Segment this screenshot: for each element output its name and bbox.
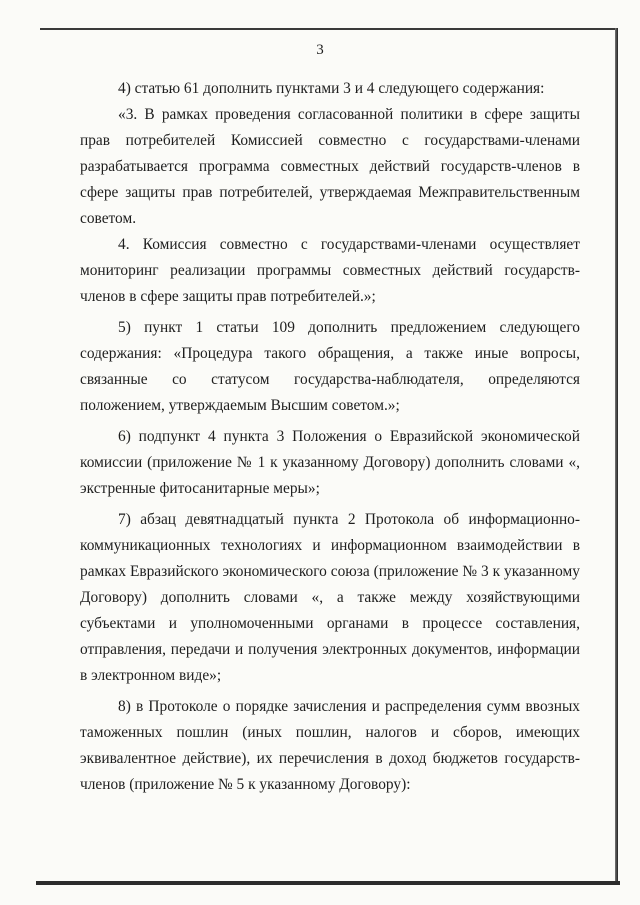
- paragraph-article-61: 4) статью 61 дополнить пунктами 3 и 4 следующего содержания:: [118, 80, 545, 97]
- document-body: [80, 76, 580, 798]
- paragraph-article-109: 5) пункт 1 статьи 109 дополнить предложением следующего содержания: «Процедура такого обращения, а также иные вопросы, связанные со статусом государства-наблюдателя, определяются положением, утверждаемым Высшим советом.»;: [80, 319, 580, 414]
- scan-top-edge: [40, 28, 616, 30]
- paragraph-point-3: «3. В рамках проведения согласованной политики в сфере защиты прав потребителей Комиссией совместно с государствами-членами разрабатывается программа совместных действий государств-членов в сфере защиты прав потребителей, утверждаемая Межправительственным советом.: [80, 106, 580, 227]
- paragraph-point-4: 4. Комиссия совместно с государствами-членами осуществляет мониторинг реализации программы совместных действий государств-членов в сфере защиты прав потребителей.»;: [80, 236, 580, 305]
- scan-bottom-edge: [36, 881, 620, 885]
- page-number: 3: [316, 42, 324, 58]
- scan-right-edge: [615, 28, 618, 885]
- paragraph-ict-protocol: 7) абзац девятнадцатый пункта 2 Протокола об информационно-коммуникационных технологиях и информационном взаимодействии в рамках Евразийского экономического союза (приложение № 3 к указанному Договору) дополнить словами «, а также между хозяйствующими субъектами и уполномоченными органами в процессе составления, отправления, передачи и получения электронных документов, информации в электронном виде»;: [80, 511, 580, 684]
- paragraph-commission-regulation: 6) подпункт 4 пункта 3 Положения о Евразийской экономической комиссии (приложение № 1 к указанному Договору) дополнить словами «, экстренные фитосанитарные меры»;: [80, 428, 580, 497]
- paragraph-duties-protocol: 8) в Протоколе о порядке зачисления и распределения сумм ввозных таможенных пошлин (иных пошлин, налогов и сборов, имеющих эквивалентное действие), их перечисления в доход бюджетов государств-членов (приложение № 5 к указанному Договору):: [80, 698, 580, 793]
